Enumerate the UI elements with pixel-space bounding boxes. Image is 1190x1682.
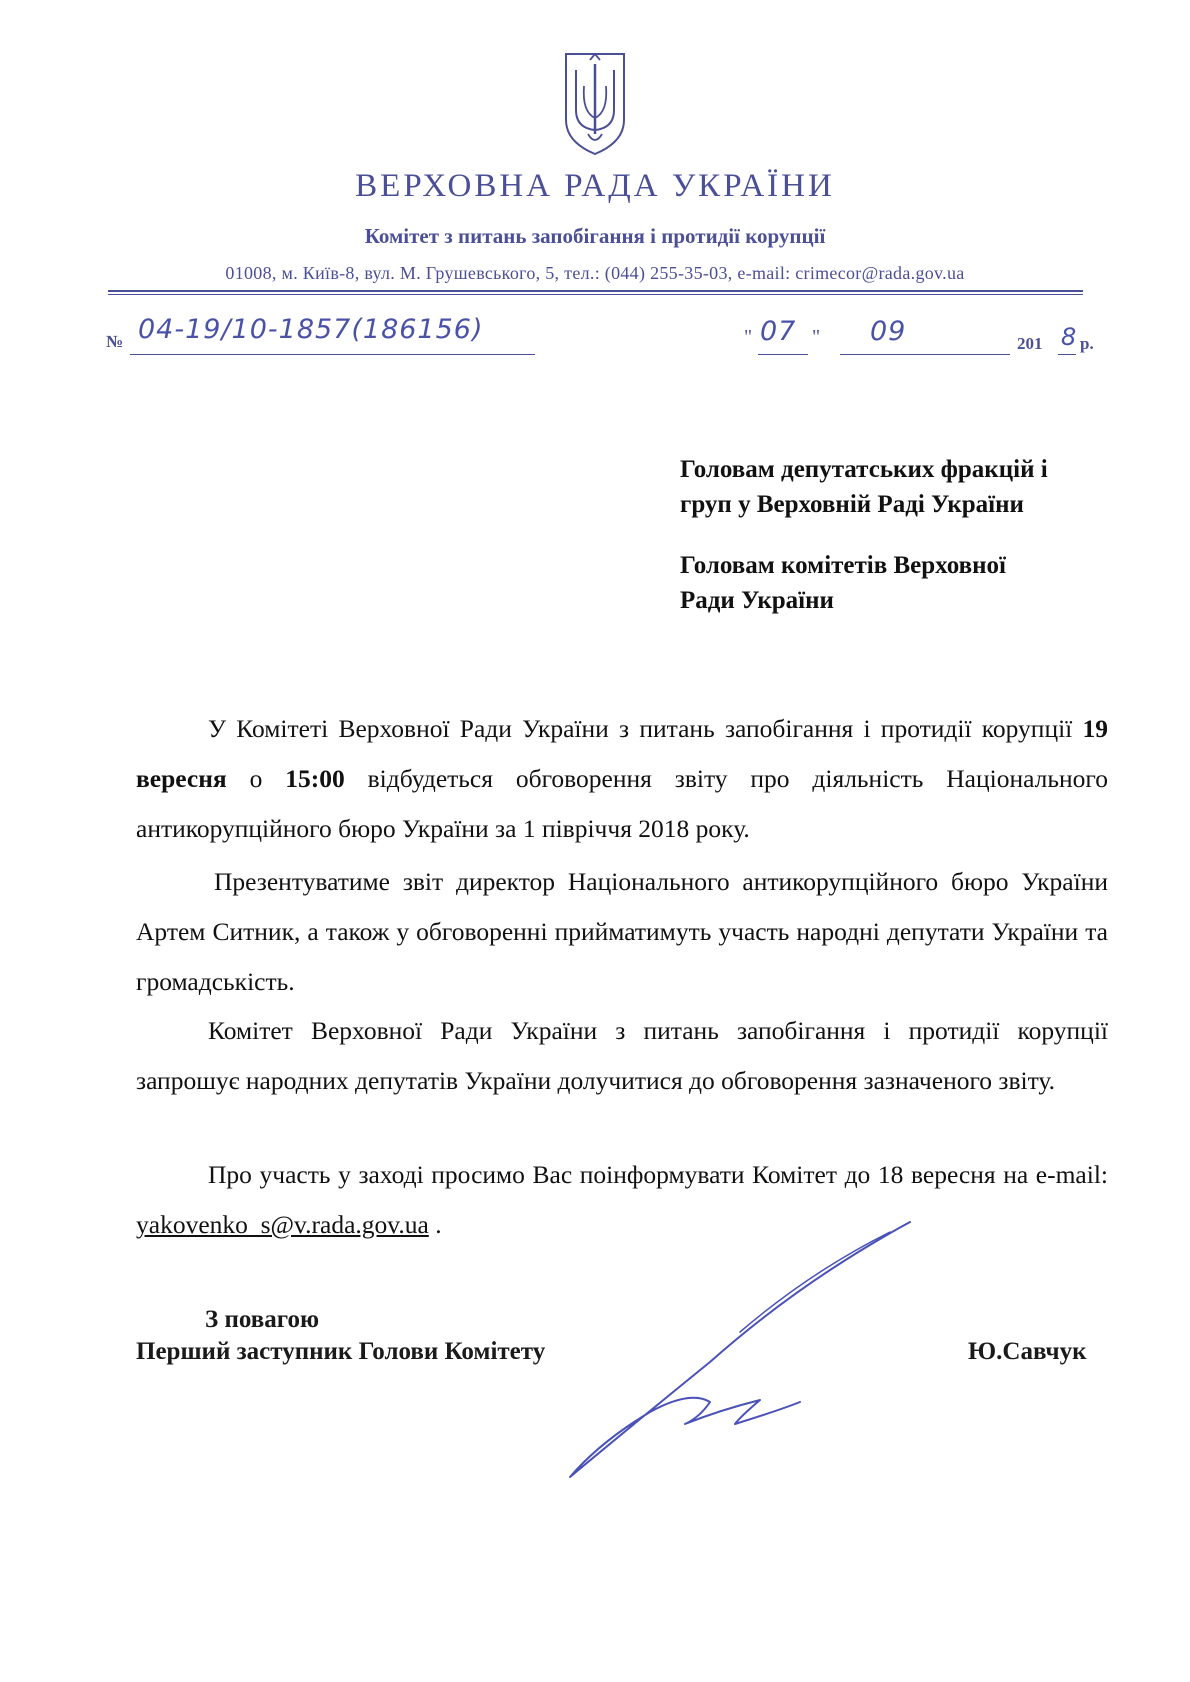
body-paragraph-3: Комітет Верховної Ради України з питань запобігання і протидії корупції запрошує народних депутатів України долучитися до обговорення зазначеного звіту. <box>136 1016 1108 1095</box>
paragraph-text: о <box>226 764 286 793</box>
letterhead-rule <box>108 290 1083 292</box>
date-year-prefix: 201 <box>1017 334 1043 353</box>
paragraph-text: У Комітеті Верховної Ради України з питань запобігання і протидії корупції <box>208 714 1083 743</box>
registration-number: 04-19/10-1857(186156) <box>138 314 484 345</box>
date-day: 07 <box>760 316 797 347</box>
month-underline <box>840 354 1010 355</box>
letterhead-rule-thin <box>108 294 1083 295</box>
signatory-name: Ю.Савчук <box>968 1338 1087 1365</box>
date-year-suffix: р. <box>1080 334 1094 353</box>
trident-emblem-icon <box>560 50 630 158</box>
paragraph-text: . <box>428 1210 442 1239</box>
handwritten-signature <box>560 1212 920 1482</box>
committee-name: Комітет з питань запобігання і протидії корупції <box>364 224 826 248</box>
addressee-committees <box>680 548 1120 618</box>
date-month: 09 <box>870 316 907 347</box>
date-year-digit: 8 <box>1061 323 1078 351</box>
body-paragraph-2: Презентуватиме звіт директор Національного антикорупційного бюро України Артем Ситник, а також у обговоренні прийматимуть участь народні депутати України та громадськість. <box>136 867 1108 996</box>
body-paragraph-1 <box>136 704 1108 854</box>
addressee-line: Ради України <box>680 587 834 614</box>
day-underline <box>758 354 808 355</box>
paragraph-text: відбудеться обговорення звіту про діяльність Національного антикорупційного бюро України за 1 півріччя 2018 року. <box>136 764 1108 843</box>
letterhead-address: 01008, м. Київ-8, вул. М. Грушевського, 5, тел.: (044) 255-35-03, e-mail: crimecor@rada.gov.ua <box>225 263 965 283</box>
date-quote-open: " <box>744 326 753 348</box>
closing-regards: З повагою <box>205 1306 320 1333</box>
paragraph-text: Про участь у заході просимо Вас поінформувати Комітет до 18 вересня на e-mail: <box>208 1160 1108 1189</box>
addressee-line: Головам депутатських фракцій і <box>680 456 1048 483</box>
addressee-line: груп у Верховній Раді України <box>680 491 1024 518</box>
year-underline <box>1058 354 1076 355</box>
signatory-position: Перший заступник Голови Комітету <box>136 1338 546 1365</box>
date-quote-close: " <box>812 326 821 348</box>
addressee-factions <box>680 452 1120 522</box>
number-label: № <box>106 332 124 351</box>
event-date: 19 вересня <box>136 714 1108 793</box>
addressee-line: Головам комітетів Верховної <box>680 552 1006 579</box>
email-link[interactable]: yakovenko_s@v.rada.gov.ua <box>136 1210 429 1239</box>
organization-title: ВЕРХОВНА РАДА УКРАЇНИ <box>355 168 835 204</box>
number-underline <box>130 354 535 355</box>
event-time: 15:00 <box>285 764 345 793</box>
